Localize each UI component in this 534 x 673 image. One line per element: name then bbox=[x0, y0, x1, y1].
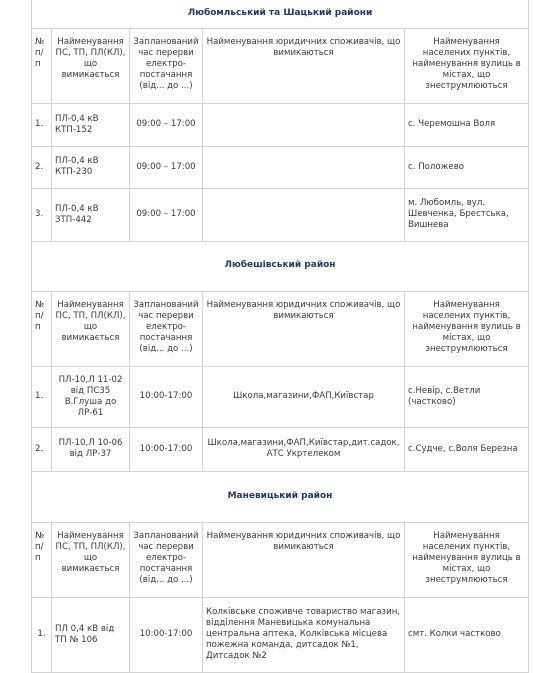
header-consumers: Найменування юридичних споживачів, що вимикаються bbox=[203, 28, 405, 103]
row-locations: с. Положево bbox=[405, 146, 529, 188]
table-row bbox=[32, 427, 529, 471]
row-consumers bbox=[203, 103, 405, 146]
header-num: №п/п bbox=[32, 522, 52, 597]
outage-table-lyubeshivskyi bbox=[31, 241, 529, 472]
row-num: 1. bbox=[32, 597, 52, 672]
row-locations: с.Судче, с.Воля Березна bbox=[405, 427, 529, 471]
row-consumers: Школа,магазини,ФАП,Київстар,дит.садок, АТС Укртелеком bbox=[203, 427, 405, 471]
row-locations: м. Любомль, вул. Шевченка, Брестська, Вишнева bbox=[405, 188, 529, 241]
outage-table-manevytskyi bbox=[31, 472, 529, 673]
row-num: 2. bbox=[32, 427, 52, 471]
header-num: №п/п bbox=[32, 291, 52, 366]
table-row bbox=[32, 597, 529, 672]
row-object: ПЛ-0,4 кВ КТП-230 bbox=[52, 146, 130, 188]
row-num: 3. bbox=[32, 188, 52, 241]
section-title: Любешівський район bbox=[32, 241, 529, 291]
header-object: Найменування ПС, ТП, ПЛ(КЛ), що вимикається bbox=[52, 522, 130, 597]
row-time: 09:00 – 17:00 bbox=[130, 188, 203, 241]
row-consumers: Колківське споживче товариство магазин, відділення Маневицька комунальна центральна аптека, Колківська місцева пожежна команда, дитсадок №1, Дитсадок №2 bbox=[203, 597, 405, 672]
row-num: 2. bbox=[32, 146, 52, 188]
row-object: ПЛ-10,Л 10-06 від ЛР-37 bbox=[52, 427, 130, 471]
row-object: ПЛ-0,4 кВ КТП-152 bbox=[52, 103, 130, 146]
row-time: 10:00-17:00 bbox=[130, 597, 203, 672]
row-object: ПЛ 0,4 кВ від ТП № 106 bbox=[52, 597, 130, 672]
header-object: Найменування ПС, ТП, ПЛ(КЛ), що вимикається bbox=[52, 28, 130, 103]
header-object: Найменування ПС, ТП, ПЛ(КЛ), що вимикається bbox=[52, 291, 130, 366]
header-num: №п/п bbox=[32, 28, 52, 103]
row-locations: с. Черемошна Воля bbox=[405, 103, 529, 146]
header-consumers: Найменування юридичних споживачів, що вимикаються bbox=[203, 522, 405, 597]
header-locations: Найменування населених пунктів, найменування вулиць в містах, що знеструмлюються bbox=[405, 522, 529, 597]
table-row bbox=[32, 146, 529, 188]
table-row bbox=[32, 366, 529, 427]
row-time: 09:00 – 17:00 bbox=[130, 146, 203, 188]
header-time: Запланований час перерви електро-постачання (від... до ...) bbox=[130, 291, 203, 366]
header-locations: Найменування населених пунктів, найменування вулиць в містах, що знеструмлюються bbox=[405, 291, 529, 366]
header-time: Запланований час перерви електро-постачання (від... до ...) bbox=[130, 28, 203, 103]
row-object: ПЛ-10,Л 11-02 від ПС35 В.Глуша до ЛР-61 bbox=[52, 366, 130, 427]
row-consumers: Школа,магазини,ФАП,Київстар bbox=[203, 366, 405, 427]
row-time: 10:00-17:00 bbox=[130, 427, 203, 471]
section-title: Маневицький район bbox=[32, 472, 529, 522]
row-time: 10:00-17:00 bbox=[130, 366, 203, 427]
header-time: Запланований час перерви електро-постачання (від... до ...) bbox=[130, 522, 203, 597]
row-object: ПЛ-0,4 кВ ЗТП-442 bbox=[52, 188, 130, 241]
row-num: 1. bbox=[32, 103, 52, 146]
row-consumers bbox=[203, 146, 405, 188]
header-locations: Найменування населених пунктів, найменування вулиць в містах, що знеструмлюються bbox=[405, 28, 529, 103]
table-row bbox=[32, 188, 529, 241]
row-time: 09:00 – 17:00 bbox=[130, 103, 203, 146]
section-title: Любомльський та Шацький райони bbox=[32, 0, 529, 28]
row-num: 1. bbox=[32, 366, 52, 427]
row-consumers bbox=[203, 188, 405, 241]
row-locations: с.Невір, с.Ветли (частково) bbox=[405, 366, 529, 427]
header-consumers: Найменування юридичних споживачів, що вимикаються bbox=[203, 291, 405, 366]
row-locations: смт. Колки частково bbox=[405, 597, 529, 672]
table-row bbox=[32, 103, 529, 146]
outage-table-lyubomlskyi-shatskyi bbox=[31, 0, 529, 242]
